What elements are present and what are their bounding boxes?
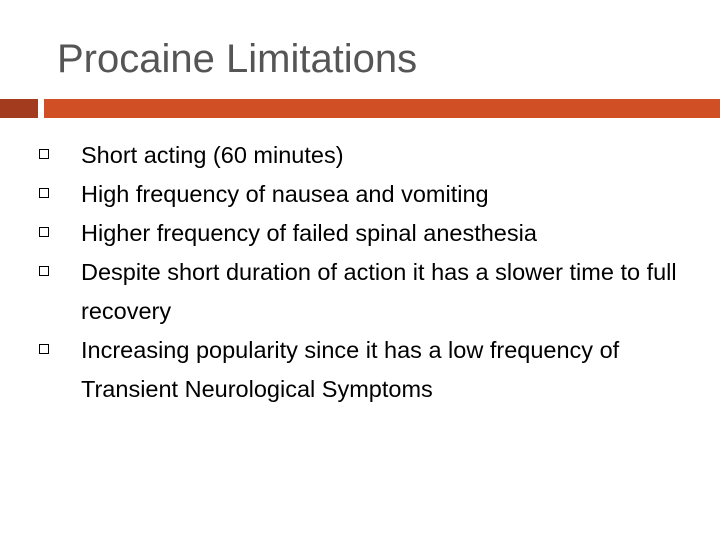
bullet-text: Increasing popularity since it has a low frequency of Transient Neurological Symptoms [81,337,620,402]
hollow-square-icon [39,344,49,354]
bullet-text: Higher frequency of failed spinal anesthesia [81,220,537,246]
title-rule-left-segment [0,99,38,118]
hollow-square-icon [39,227,49,237]
hollow-square-icon [39,188,49,198]
bullet-item [0,331,720,409]
title-rule-right-segment [44,99,720,118]
bullet-text: Short acting (60 minutes) [81,142,344,168]
bullet-list [0,136,720,409]
hollow-square-icon [39,266,49,276]
hollow-square-icon [39,149,49,159]
bullet-item [0,253,720,331]
bullet-item [0,136,720,175]
slide-title: Procaine Limitations [57,37,418,81]
bullet-item [0,175,720,214]
bullet-item [0,214,720,253]
bullet-text: Despite short duration of action it has a slower time to full recovery [81,259,677,324]
bullet-text: High frequency of nausea and vomiting [81,181,489,207]
